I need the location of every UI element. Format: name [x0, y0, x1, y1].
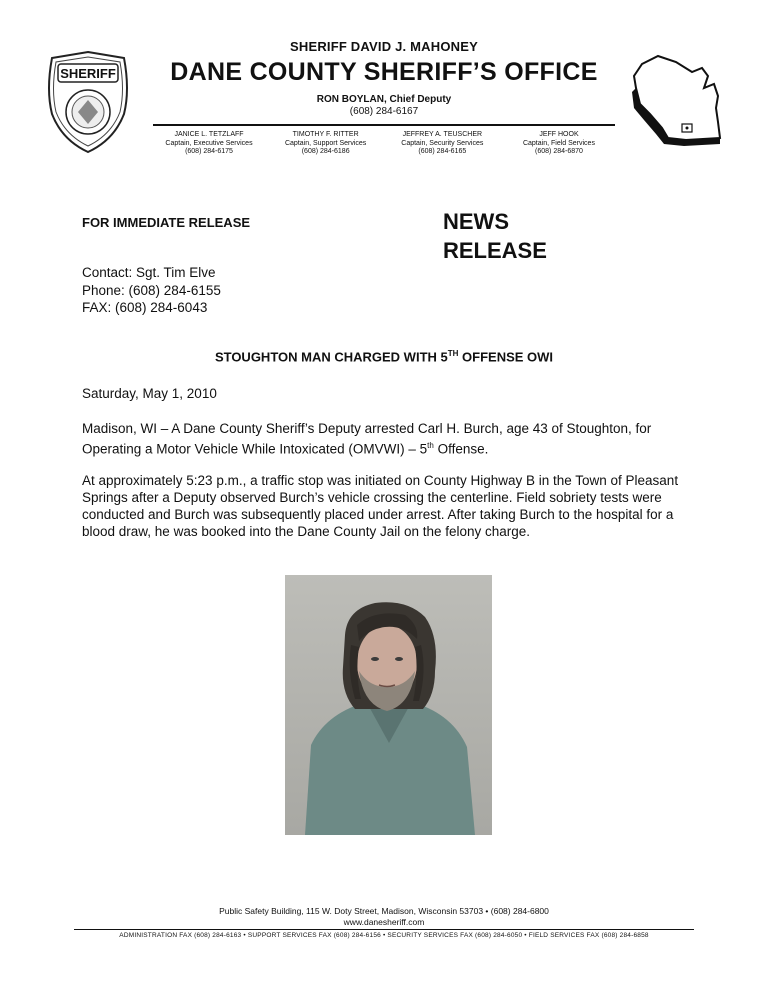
article-paragraph-2: At approximately 5:23 p.m., a traffic stop was initiated on County Highway B in the Town of Pleasant Springs after a Deputy observed Burch’s vehicle crossing the centerline. Field sobriety tests were conducted and Burch was subsequently placed under arrest. After taking Burch to the hospital for a blood draw, he was booked into the Dane County Jail on the felony charge. [82, 473, 679, 539]
captain-title: Captain, Field Services [522, 139, 595, 147]
captain-title: Captain, Executive Services [165, 139, 253, 147]
captain-phone: (608) 284-6165 [418, 148, 467, 155]
footer-address: Public Safety Building, 115 W. Doty Street, Madison, Wisconsin 53703 • (608) 284-6800 [219, 906, 549, 916]
captain-entry [386, 131, 498, 157]
contact-block [82, 264, 221, 317]
captains-list [153, 131, 615, 157]
captain-phone: (608) 284-6186 [301, 148, 350, 155]
footer-website[interactable]: www.danesheriff.com [343, 917, 425, 927]
footer-fax-numbers: ADMINISTRATION FAX (608) 284-6163 • SUPPORT SERVICES FAX (608) 284-6156 • SECURITY SERVICES FAX (608) 284-6050 • FIELD SERVICES FAX (608) 284-6858 [119, 932, 649, 939]
captain-entry [503, 131, 615, 157]
headline-superscript: TH [447, 349, 459, 358]
badge-text: SHERIFF [60, 66, 116, 81]
sheriff-name: SHERIFF DAVID J. MAHONEY [289, 39, 479, 54]
captain-name: TIMOTHY F. RITTER [292, 131, 359, 138]
paragraph-text: Madison, WI – A Dane County Sheriff’s Deputy arrested Carl H. Burch, age 43 of Stoughton, for Operating a Motor Vehicle While Intoxicated (OMVWI) – 5 [82, 421, 652, 457]
paragraph-superscript: th [427, 441, 434, 450]
contact-fax: FAX: (608) 284-6043 [82, 300, 208, 315]
captain-phone: (608) 284-6870 [535, 148, 583, 155]
captain-name: JEFF HOOK [539, 131, 579, 138]
captain-phone: (608) 284-6175 [185, 148, 233, 155]
contact-name: Contact: Sgt. Tim Elve [82, 265, 216, 280]
news-line-2: RELEASE [443, 238, 547, 263]
news-line-1: NEWS [443, 209, 509, 234]
article-date: Saturday, May 1, 2010 [82, 386, 217, 401]
chief-deputy: RON BOYLAN, Chief Deputy [316, 94, 452, 105]
release-label: FOR IMMEDIATE RELEASE [82, 215, 251, 230]
paragraph-text-end: Offense. [433, 441, 489, 457]
contact-phone: Phone: (608) 284-6155 [82, 282, 221, 298]
headline-text-end: OFFENSE OWI [458, 349, 554, 365]
article-headline [0, 349, 768, 364]
office-title: DANE COUNTY SHERIFF’S OFFICE [170, 58, 598, 86]
captain-name: JEFFREY A. TEUSCHER [402, 131, 483, 138]
captain-name: JANICE L. TETZLAFF [174, 131, 244, 138]
captain-entry [270, 131, 382, 157]
news-release-title [443, 207, 547, 265]
chief-deputy-phone: (608) 284-6167 [349, 106, 419, 117]
article-paragraph-1 [82, 420, 692, 458]
headline-text: STOUGHTON MAN CHARGED WITH 5 [214, 349, 448, 365]
captain-title: Captain, Security Services [401, 139, 484, 147]
captain-entry [153, 131, 265, 157]
footer-divider [74, 929, 694, 930]
booking-photo [285, 575, 492, 835]
captain-title: Captain, Support Services [284, 139, 367, 147]
header-divider [153, 124, 615, 126]
